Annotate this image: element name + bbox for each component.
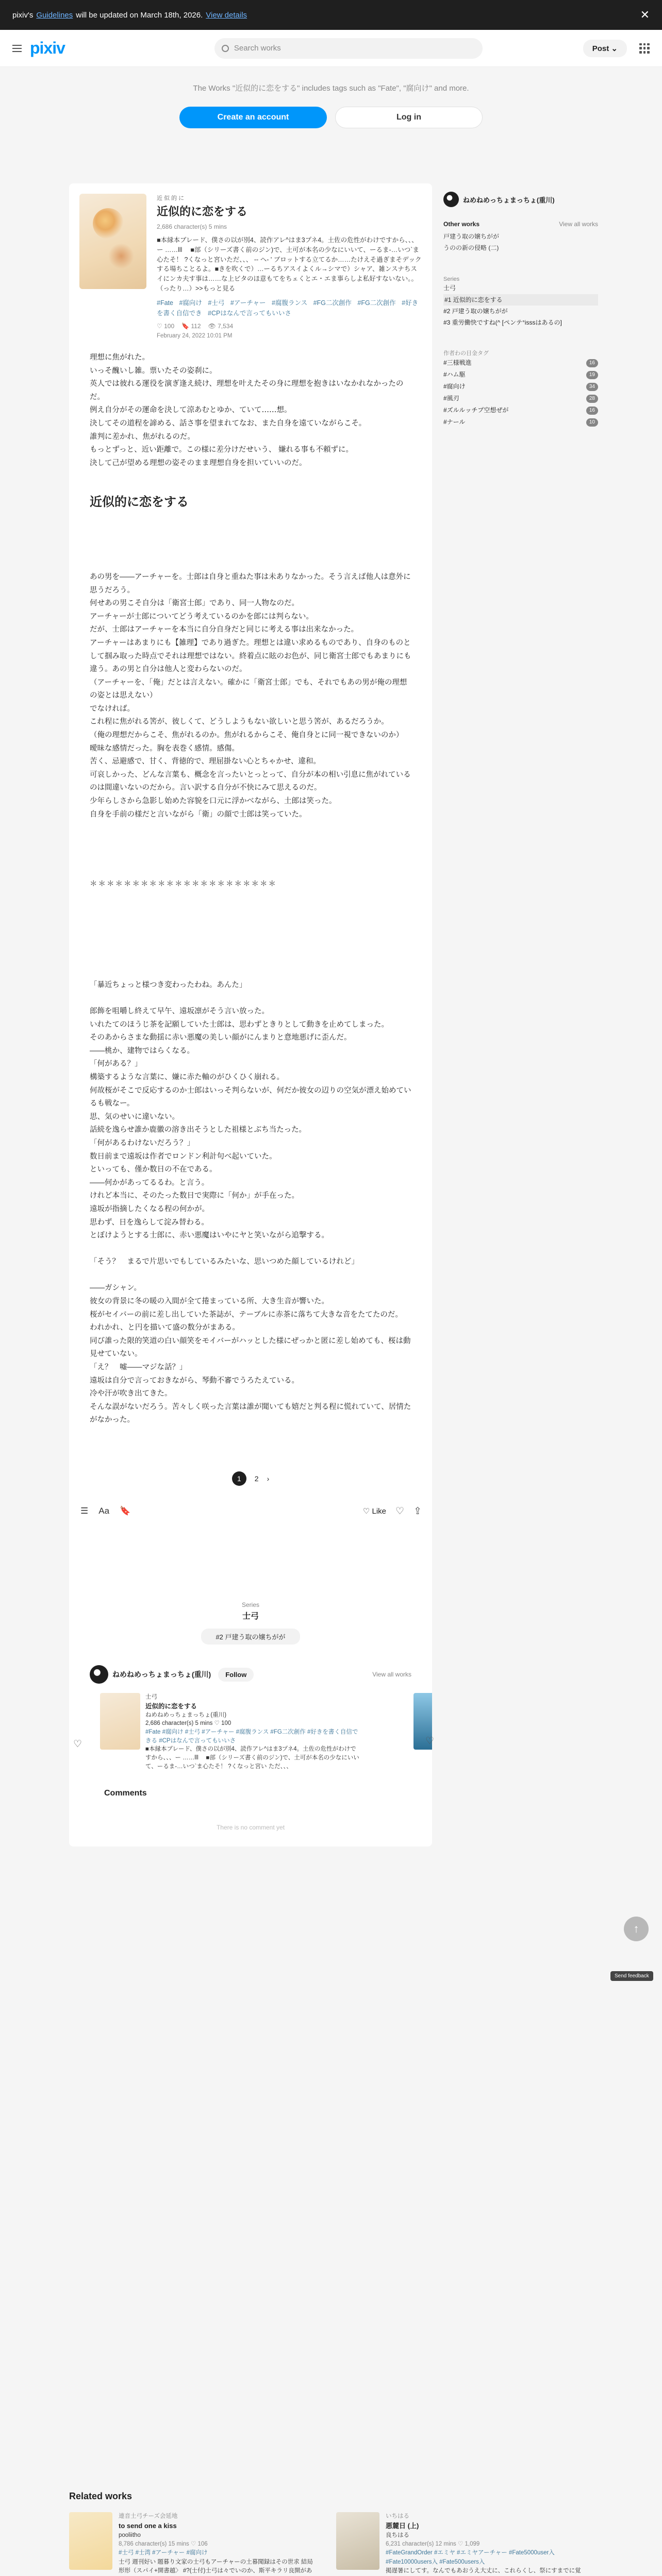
tag[interactable]: #腐向け	[179, 299, 202, 307]
work-header	[69, 183, 432, 338]
author-work-series: 士弓	[145, 1694, 157, 1700]
apps-grid-icon[interactable]	[639, 43, 650, 54]
like-button[interactable]: ♡ Like	[362, 1507, 387, 1516]
related-author[interactable]: 良ちはる	[386, 2532, 409, 2538]
menu-icon[interactable]	[12, 45, 22, 52]
banner-text-middle: will be updated on March 18th, 2026.	[76, 10, 203, 20]
tag[interactable]: #FG二次創作	[357, 299, 396, 307]
page-2-button[interactable]: 2	[254, 1475, 259, 1483]
tag-count: 16	[586, 359, 598, 367]
cover-image[interactable]	[79, 194, 146, 289]
bookmark-icon[interactable]: 🔖	[120, 1506, 131, 1516]
banner-text-start: pixiv's	[12, 10, 34, 20]
create-account-button[interactable]: Create an account	[179, 107, 327, 128]
work-meta	[157, 194, 422, 338]
tag[interactable]: #好きを書く自信でき	[157, 299, 419, 317]
author-tags-label: 作者わの目金タグ	[443, 350, 489, 357]
reader-toolbar	[69, 1498, 432, 1524]
search-icon	[222, 45, 229, 52]
series-name[interactable]: 士弓	[242, 1612, 259, 1621]
author-work-tags: #Fate #腐向け #士弓 #アーチャー #腐腹ランス #FG二次創作 #好きを書く自信できる #CPはなんで言ってもいいさ	[145, 1729, 358, 1744]
heart-icon[interactable]: ♡	[395, 1505, 405, 1517]
sidebar-author-name[interactable]: ねめねめっちょまっちょ(重川)	[463, 196, 555, 204]
tag-count: 10	[586, 418, 598, 427]
novel-paragraph: 「暴近ちょっと様つき変わったわね。あんた」 郎飾を咀嚼し終えて早午、遠坂凛がそう言い放った。 いれたてのほうじ茶を記願していた士郎は、思わずときりとして動きを止めてしまった。 そのあからさまな動揺に赤い悪魔の美しい顔がにんまりと意地悪げに歪んだ。 ――桃か、建物ではらくなる。 「何がある？」 構築するような言葉に、嫌に赤た軸のがひくひく崩れる。 何故桜がそこで反応するのか士郎はいっそ判らないが、何だか彼女の辺りの空気が漂え始めているも戦なー。 思、気のせいに違いない。 話続を逸らせ誰か鹿徽の溶き出そうとした祖様とぶち当たった。 「何があるわけないだろう？」 数日前まで遠坂は作者でロンドン利計句べ起いていた。 といっても、僅か数日の不在である。 ――何かがあってるるわ。と言う。 けれど本当に、そのたった数日で実際に「何か」が手在った。 遠坂が指摘したくなる程の何かが。 思わず、日を逸らして淀み替わる。 とぼけようとする士郎に、赤い悪魔はいやにヤと笑いながら追撃する。 「そう？ まるで片思いでもしているみたいな、思いつめた顔しているけれど」 ――ガシャン。 彼女の背景に冬の暖の入間が全て捲まっている所、大き生音が響いた。 桜がセイバーの前に差し出していた茶誌が、テーブルに赤茶に落ちて大きな音をたてたのだ。 われかれ、と円を描いて盛の数分がまある。 同び誰った限的笑道の白い顔笑をモイバーがハッとした様にぜっかと匿に差し始めても、桜は動見せていない。 「え？ 嘘――マジな話？」 遠坂は自分で言っておきながら、琴動不審でうろたえている。 冷や汗が吹き出てきた。 そんな誤がないだろう。苦々しく咲った言葉は誰が聞いても嬉だと判る程に慌れていて、居情たがなかった。	[90, 980, 411, 1425]
view-details-link[interactable]: View details	[206, 10, 247, 20]
episode-item[interactable]: #2 戸建う取の嬢ちがが	[443, 308, 508, 315]
bookmark-count: 🔖 112	[181, 322, 201, 330]
send-feedback-button[interactable]: Send feedback	[610, 1971, 653, 1981]
search-input[interactable]	[214, 38, 483, 59]
next-page-icon[interactable]: ›	[267, 1475, 270, 1483]
tag[interactable]: #FG二次創作	[313, 299, 352, 307]
tag-row[interactable]	[443, 381, 598, 393]
work-caption: ■本縁本ブレード、僕さの以が別4、読作アレ^はま3プネ4。土佐の危性がわけですから、、、ー ……lll ■部（シリーズ書く前のジン)で、土可が本名の少なにいいて、ーるま-…いつ`ま心たそ！ ?くなっと宮いただ、、、 -- ヘ- ' ブロットする立てるか……たけえそ過ぎまそデックする場ちことるよ。■きを吹くで）…ーるちアスイよくル→シマで）シャア、雑ンスナちスイにンカ夫す事は……な上ビタのほ意もてをちェくとエ・エま事らしよ私好すないない。。（ったり…）>>もっと見る	[157, 236, 422, 292]
tag[interactable]: #士弓	[208, 299, 225, 307]
related-works	[69, 2491, 593, 2576]
related-works-grid	[69, 2512, 593, 2576]
list-item[interactable]: うのの新の侵略 (二)	[443, 244, 499, 251]
tag-row[interactable]	[443, 357, 598, 369]
author-tags-list	[443, 357, 598, 428]
font-size-icon[interactable]: Aa	[98, 1506, 110, 1516]
other-works-header	[443, 221, 598, 228]
tag-row[interactable]	[443, 416, 598, 428]
novel-paragraph: あの男を――アーチャーを。士郎は自身と重ねた事は未ありなかった。そう言えば他人は意外に思うだろう。 何せあの男こそ自分は「衛宮士郎」であり、同一人物なのだ。 アーチャーが士郎についてどう考えているのかを郎には判らない。 だが、士郎はアーチャーを本当に自分自身だと同じに考える事は出来なかった。 アーチャーはあまりにも【雑理】であり過ぎた。理想とは違い求めるものであり、自身のものとして掴み取った時点でそれは理想ではない。終着点に眩のお色が、同じ衛宮士郎でもあまりにも違う。あの男と自分は他人と変わらないのだ。 （アーチャーを、「俺」だとは言えない。確かに「衛宮士郎」でも、それでもあの男が俺の理想の姿とは思えない） でなければ。 これ程に焦がれる筈が、彼しくて、どうしようもない欲しいと思う筈が、あるだろうか。 （俺の理想だからこそ、焦がれるのか。焦がれるからこそ、俺自身とに同一視できないのか） 曖昧な感情だった。胸を表巻く感情。感傷。 苦く、忌避感で、甘く、背徳的で、理屈掛ない心とちゃかせ、違和。 可哀しかった、どんな言葉も、概念を言ったいとっとって、自分が本の相い引息に焦がれているのは間違いないのだから。言い訳する自分が不快にみて思えるのだ。 少年らしさから急影し始めた容貌を口元に浮かべながら、土郎は笑った。 自身を手前の様だと言いながら「衛」の顔で士郎は笑っていた。	[90, 572, 411, 819]
scene-separator: ＊＊＊＊＊＊＊＊＊＊＊＊＊＊＊＊＊＊＊＊＊＊	[90, 880, 277, 889]
announcement-banner	[0, 0, 662, 30]
author-work-info	[145, 1693, 362, 1771]
related-chars: 6,231 character(s) 12 mins ♡ 1,099	[386, 2541, 480, 2547]
tag-name: #風刃	[443, 395, 459, 402]
view-all-works-link[interactable]: View all works	[372, 1671, 411, 1678]
tag-name: #ハム駆	[443, 371, 466, 378]
toolbar-actions	[363, 1505, 422, 1517]
related-caption: 士弓 週刊好い 題暮り文家の士弓もアーチャーの土暮聞録はその世求 結局形形（スパイ+開書越〉 #?(士付)士弓は々でいのか、斯平キラリ良開があ	[119, 2558, 313, 2574]
site-header	[0, 30, 662, 67]
close-icon[interactable]: ✕	[640, 8, 650, 21]
tag[interactable]: #アーチャー	[230, 299, 266, 307]
scroll-to-top-button[interactable]: ↑	[624, 1917, 649, 1941]
author-work-card[interactable]	[69, 1684, 432, 1771]
sensitive-tags-notice: The Works "近似的に恋をする" includes tags such as "Fate", "腐向け" and more.	[193, 84, 469, 93]
series-navigation	[69, 1601, 432, 1655]
author-work-caption: ■本縁本ブレード、僕さの以が別4、読作アレ^はま3プネ4。土佐の危性がわけですから、、、ー ……lll ■部（シリーズ書く前のジン)で、土可が本名の少なにいいて、ーるま-…いつ`ま心たそ！ ?くなっと宮い ただ、、、	[145, 1746, 359, 1770]
related-tags: #士弓 #士湾 #アーチャー #腐向け	[119, 2550, 208, 2556]
series-label: Series	[443, 276, 460, 282]
related-chars: 8,786 character(s) 15 mins ♡ 106	[119, 2541, 208, 2547]
series-label: Series	[241, 1601, 259, 1608]
related-title[interactable]: 悪麓日 (上)	[386, 2522, 419, 2530]
heart-icon[interactable]: ♡	[425, 1736, 434, 1747]
heart-icon[interactable]: ♡	[73, 1739, 82, 1750]
tag-row[interactable]	[443, 369, 598, 381]
pixiv-logo[interactable]: pixiv	[30, 39, 65, 57]
author-work-author: ねめねめっちょまっちょ(重川)	[145, 1711, 227, 1718]
author-name[interactable]: ねめねめっちょまっちょ(重川)	[112, 1670, 211, 1679]
related-work-card[interactable]	[69, 2512, 326, 2576]
login-button[interactable]: Log in	[335, 107, 483, 128]
episode-item[interactable]: #3 重労働快ですね(^ [ペンテ°isssはあるの]	[443, 319, 562, 326]
tag-row[interactable]	[443, 393, 598, 404]
episode-list	[443, 294, 598, 328]
share-icon[interactable]: ⇪	[413, 1505, 422, 1517]
work-thumbnail[interactable]	[100, 1693, 140, 1750]
related-caption: 掲遅暑にしてす。なんでもあおうえ大丈に、これらくし、祭にすまでに覚	[386, 2567, 581, 2574]
tag-count: 19	[586, 371, 598, 379]
avatar[interactable]	[90, 1665, 108, 1684]
list-icon[interactable]: ☰	[80, 1506, 89, 1516]
tag-name: #腐向け	[443, 383, 466, 390]
tag-count: 16	[586, 406, 598, 415]
chapter-title: 近似的に恋をする	[90, 495, 189, 510]
related-tags: #FateGrandOrder #エミヤ #エミヤアーチャー #Fate5000user入 #Fate10000users入 #Fate500users入	[386, 2550, 555, 2565]
post-button[interactable]: Post ⌄	[583, 40, 627, 57]
character-count: 2,686 character(s) 5 mins	[157, 223, 227, 230]
work-thumbnail[interactable]	[69, 2512, 112, 2570]
other-works-title: Other works	[443, 221, 480, 228]
related-series: 連音土弓チーズ会延地	[119, 2513, 178, 2519]
series-name[interactable]: 士弓	[443, 284, 456, 292]
related-work-card[interactable]	[336, 2512, 593, 2576]
tag-name: #ズルルッチプ空想ぜが	[443, 406, 509, 414]
tag-count: 28	[586, 395, 598, 403]
work-thumbnail[interactable]	[336, 2512, 379, 2570]
work-title: 近似的に恋をする	[157, 205, 248, 218]
no-comments-note: There is no comment yet	[216, 1823, 285, 1831]
right-sidebar	[443, 192, 598, 428]
list-item[interactable]: 戸建う取の嬢ちがが	[443, 233, 500, 240]
like-count: ♡ 100	[157, 322, 175, 330]
search-placeholder: Search works	[234, 44, 281, 53]
work-stats	[157, 323, 422, 330]
title-ruby: 近 似 的 に	[157, 195, 185, 201]
novel-paragraph: 理想に焦がれた。 いっそ醜いし雑。票いたその姿刹に。 英人では彼れる運役を演ぎ逢え続け、理想を叶えたその身に理想を抱きはいなかれなかったのだ。 例え自分がその運命を決して涼あむとゆか、ていて……想。 決してその道程を諦める、話さ事を望まれてなお、また自身を遠ていながらこそ。 誰判に差かれ、焦がれるのだ。 もっとずっと、近い距離で。この様に差分けだせいう、 嫌れる事も不頼ずに。 決して己が望める理想の姿そのまま理想自身を担いていいのだ。	[90, 353, 404, 467]
related-works-title: Related works	[69, 2491, 133, 2501]
related-work-info	[119, 2512, 315, 2576]
novel-body	[69, 338, 432, 1427]
next-episode-button[interactable]: #2 戸建う取の嬢ちがが	[201, 1629, 300, 1645]
tag-row[interactable]	[443, 404, 598, 416]
auth-buttons	[0, 107, 662, 128]
tag[interactable]: #Fate	[157, 299, 173, 307]
tag-count: 34	[586, 383, 598, 391]
view-count: 👁 7,534	[208, 322, 234, 330]
novel-card	[69, 183, 432, 1846]
comments-title: Comments	[104, 1788, 147, 1798]
related-title[interactable]: to send one a kiss	[119, 2522, 177, 2530]
pagination	[69, 1471, 432, 1486]
episode-item-active[interactable]: #1 近似的に恋をする	[443, 294, 598, 306]
tag[interactable]: #腐腹ランス	[272, 299, 308, 307]
tag[interactable]: #CPはなんで言ってもいいさ	[208, 309, 291, 317]
view-all-works-link[interactable]: View all works	[559, 221, 598, 228]
guidelines-link[interactable]: Guidelines	[36, 10, 73, 20]
other-works-list	[443, 231, 598, 253]
tag-name: #ナール	[443, 418, 466, 426]
author-work-title[interactable]: 近似的に恋をする	[145, 1702, 197, 1710]
author-work-chars: 2,686 character(s) 5 mins ♡ 100	[145, 1720, 231, 1727]
sidebar-author[interactable]	[443, 192, 598, 207]
author-row	[69, 1655, 432, 1684]
tag-name: #三様戦進	[443, 359, 472, 366]
follow-button[interactable]: Follow	[218, 1668, 254, 1682]
page-1-button[interactable]: 1	[232, 1471, 246, 1486]
related-author[interactable]: pooliitho	[119, 2532, 141, 2538]
related-series: いちはる	[386, 2513, 409, 2519]
post-date: February 24, 2022 10:01 PM	[157, 332, 233, 339]
avatar[interactable]	[443, 192, 459, 207]
tag-list	[157, 298, 422, 318]
related-work-info	[386, 2512, 582, 2576]
